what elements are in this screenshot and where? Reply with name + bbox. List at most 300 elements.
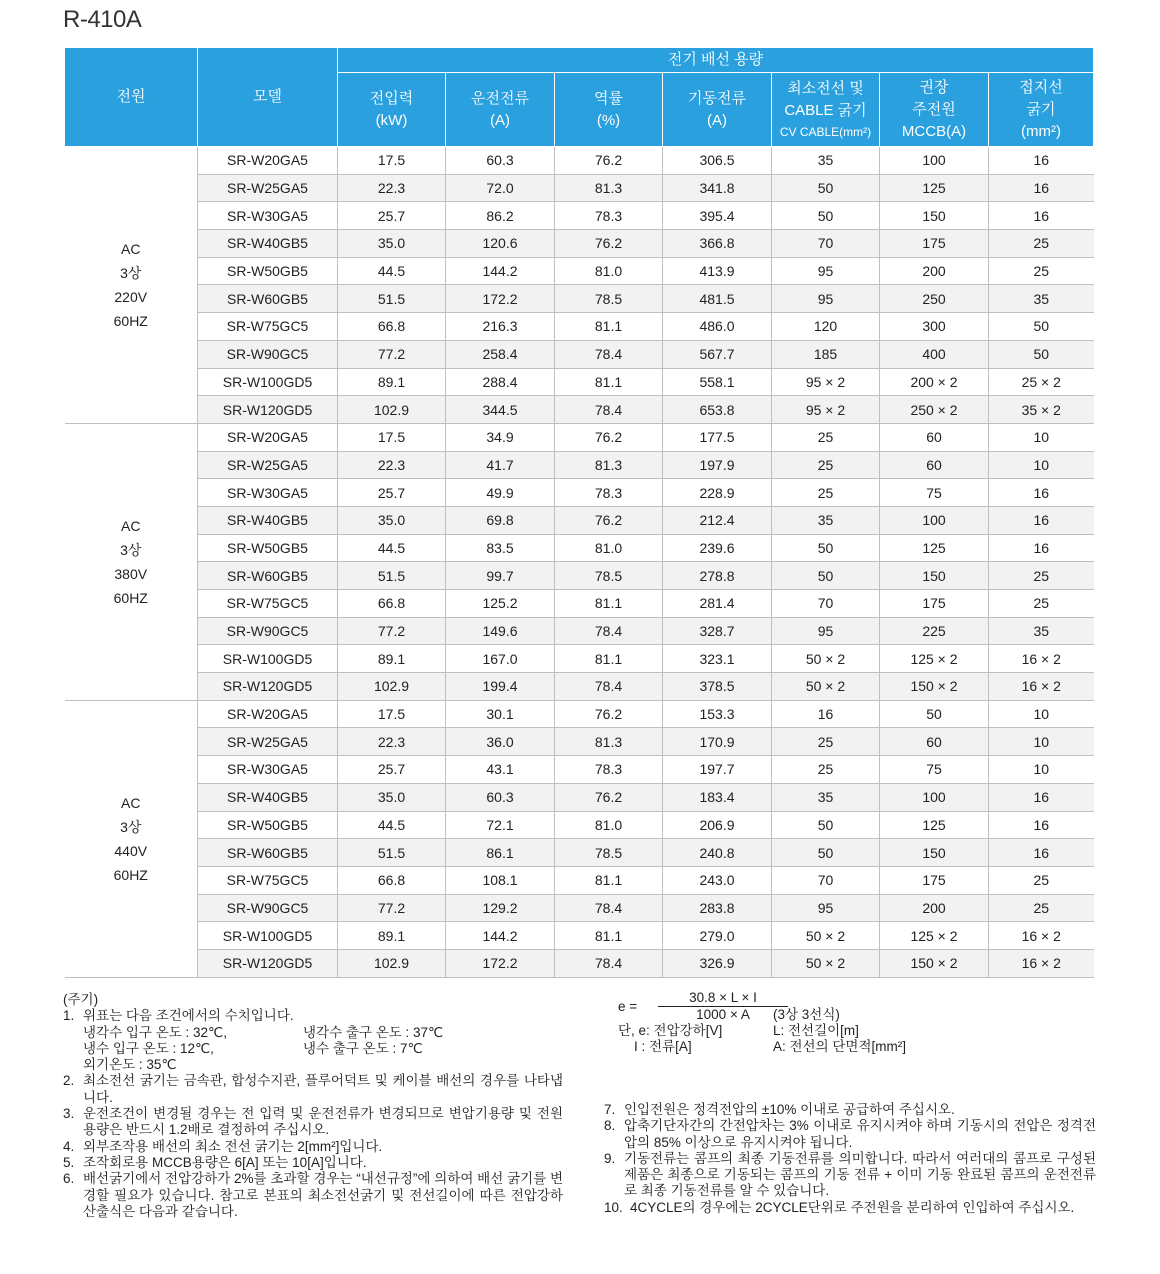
header-input: 전입력 (kW)	[338, 73, 446, 147]
value-cell: 72.0	[446, 174, 555, 202]
value-cell: 77.2	[338, 894, 446, 922]
value-cell: 150 × 2	[880, 949, 989, 977]
value-cell: 66.8	[338, 590, 446, 618]
model-cell: SR-W50GB5	[198, 811, 338, 839]
model-cell: SR-W100GD5	[198, 645, 338, 673]
note-4: 4. 외부조작용 배선의 최소 전선 굵기는 2[mm²]입니다.	[63, 1138, 383, 1154]
value-cell: 60.3	[446, 147, 555, 175]
value-cell: 17.5	[338, 700, 446, 728]
value-cell: 76.2	[555, 423, 663, 451]
model-cell: SR-W25GA5	[198, 728, 338, 756]
model-cell: SR-W50GB5	[198, 257, 338, 285]
value-cell: 16 × 2	[989, 922, 1094, 950]
table-row	[65, 202, 1094, 230]
value-cell: 50	[772, 174, 880, 202]
table-row	[65, 230, 1094, 258]
value-cell: 81.1	[555, 866, 663, 894]
table-row	[65, 922, 1094, 950]
value-cell: 81.1	[555, 368, 663, 396]
value-cell: 76.2	[555, 783, 663, 811]
header-power-factor: 역률 (%)	[555, 73, 663, 147]
value-cell: 144.2	[446, 257, 555, 285]
value-cell: 50	[772, 811, 880, 839]
value-cell: 366.8	[663, 230, 772, 258]
table-row	[65, 257, 1094, 285]
value-cell: 653.8	[663, 396, 772, 424]
value-cell: 16	[989, 783, 1094, 811]
value-cell: 125 × 2	[880, 645, 989, 673]
value-cell: 78.3	[555, 202, 663, 230]
value-cell: 413.9	[663, 257, 772, 285]
value-cell: 89.1	[338, 922, 446, 950]
value-cell: 150 × 2	[880, 673, 989, 701]
value-cell: 78.5	[555, 839, 663, 867]
value-cell: 206.9	[663, 811, 772, 839]
value-cell: 170.9	[663, 728, 772, 756]
value-cell: 81.0	[555, 257, 663, 285]
value-cell: 281.4	[663, 590, 772, 618]
value-cell: 81.1	[555, 922, 663, 950]
model-cell: SR-W100GD5	[198, 922, 338, 950]
value-cell: 81.3	[555, 174, 663, 202]
model-cell: SR-W120GD5	[198, 949, 338, 977]
table-row	[65, 949, 1094, 977]
model-cell: SR-W120GD5	[198, 396, 338, 424]
header-start-current: 기동전류 (A)	[663, 73, 772, 147]
value-cell: 95 × 2	[772, 396, 880, 424]
table-row	[65, 285, 1094, 313]
table-row	[65, 590, 1094, 618]
note-8: 8. 압축기단자간의 간전압차는 3% 이내로 유지시켜야 하며 기동시의 전압은 정격전압의 85% 이상으로 유지시켜야 됩니다.	[604, 1118, 1096, 1150]
value-cell: 16	[989, 839, 1094, 867]
value-cell: 300	[880, 313, 989, 341]
value-cell: 167.0	[446, 645, 555, 673]
value-cell: 17.5	[338, 147, 446, 175]
notes-left	[63, 992, 563, 1220]
value-cell: 16 × 2	[989, 645, 1094, 673]
table-body	[65, 147, 1094, 978]
value-cell: 16	[989, 147, 1094, 175]
value-cell: 278.8	[663, 562, 772, 590]
value-cell: 250	[880, 285, 989, 313]
value-cell: 150	[880, 839, 989, 867]
voltage-drop-formula: e = $\frac{30.8 \times L \times I}{1000 \times A}$ (3상 3선식) 단, e: 전압강하[V] L: 전선길이[m] I : 전류[A] A: 전선의 단면적[mm²]	[618, 990, 906, 1054]
value-cell: 25	[989, 562, 1094, 590]
model-cell: SR-W90GC5	[198, 340, 338, 368]
value-cell: 10	[989, 451, 1094, 479]
table-row	[65, 783, 1094, 811]
table-row	[65, 396, 1094, 424]
value-cell: 75	[880, 756, 989, 784]
value-cell: 51.5	[338, 285, 446, 313]
note-10: 10. 4CYCLE의 경우에는 2CYCLE단위로 주전원을 분리하여 인입하여 주십시오.	[604, 1199, 1075, 1215]
value-cell: 16	[772, 700, 880, 728]
note-3: 3. 운전조건이 변경될 경우는 전 입력 및 운전전류가 변경되므로 변압기용량 및 전원용량은 반드시 1.2배로 결정하여 주십시오.	[63, 1106, 563, 1138]
model-cell: SR-W20GA5	[198, 700, 338, 728]
value-cell: 78.5	[555, 562, 663, 590]
page-title: R-410A	[63, 6, 142, 33]
value-cell: 326.9	[663, 949, 772, 977]
value-cell: 50 × 2	[772, 922, 880, 950]
table-row	[65, 700, 1094, 728]
value-cell: 70	[772, 230, 880, 258]
header-cable: 최소전선 및 CABLE 굵기 CV CABLE(mm²)	[772, 73, 880, 147]
value-cell: 199.4	[446, 673, 555, 701]
value-cell: 77.2	[338, 340, 446, 368]
value-cell: 100	[880, 783, 989, 811]
value-cell: 78.4	[555, 396, 663, 424]
model-cell: SR-W120GD5	[198, 673, 338, 701]
value-cell: 60	[880, 423, 989, 451]
value-cell: 129.2	[446, 894, 555, 922]
value-cell: 481.5	[663, 285, 772, 313]
value-cell: 60	[880, 728, 989, 756]
value-cell: 25 × 2	[989, 368, 1094, 396]
value-cell: 30.1	[446, 700, 555, 728]
value-cell: 83.5	[446, 534, 555, 562]
table-row	[65, 423, 1094, 451]
value-cell: 22.3	[338, 728, 446, 756]
value-cell: 35.0	[338, 783, 446, 811]
value-cell: 50	[989, 313, 1094, 341]
notes-right	[604, 1102, 1096, 1216]
value-cell: 102.9	[338, 396, 446, 424]
value-cell: 35	[989, 285, 1094, 313]
value-cell: 250 × 2	[880, 396, 989, 424]
table-row	[65, 479, 1094, 507]
value-cell: 16	[989, 506, 1094, 534]
value-cell: 212.4	[663, 506, 772, 534]
value-cell: 102.9	[338, 949, 446, 977]
value-cell: 81.1	[555, 645, 663, 673]
note-1-condition-c: 외기온도 : 35℃	[83, 1057, 177, 1073]
table-row	[65, 811, 1094, 839]
value-cell: 76.2	[555, 506, 663, 534]
model-cell: SR-W40GB5	[198, 783, 338, 811]
value-cell: 16	[989, 202, 1094, 230]
value-cell: 10	[989, 423, 1094, 451]
value-cell: 75	[880, 479, 989, 507]
value-cell: 86.2	[446, 202, 555, 230]
value-cell: 125 × 2	[880, 922, 989, 950]
value-cell: 78.3	[555, 756, 663, 784]
value-cell: 225	[880, 617, 989, 645]
table-row	[65, 839, 1094, 867]
value-cell: 22.3	[338, 174, 446, 202]
value-cell: 144.2	[446, 922, 555, 950]
value-cell: 108.1	[446, 866, 555, 894]
value-cell: 50	[772, 534, 880, 562]
value-cell: 25	[989, 590, 1094, 618]
table-row	[65, 866, 1094, 894]
value-cell: 10	[989, 700, 1094, 728]
value-cell: 197.7	[663, 756, 772, 784]
value-cell: 50	[989, 340, 1094, 368]
value-cell: 22.3	[338, 451, 446, 479]
header-power: 전원	[65, 48, 198, 147]
value-cell: 25	[989, 230, 1094, 258]
value-cell: 177.5	[663, 423, 772, 451]
value-cell: 25	[772, 728, 880, 756]
value-cell: 239.6	[663, 534, 772, 562]
value-cell: 95 × 2	[772, 368, 880, 396]
value-cell: 34.9	[446, 423, 555, 451]
value-cell: 66.8	[338, 313, 446, 341]
value-cell: 25.7	[338, 479, 446, 507]
value-cell: 50 × 2	[772, 949, 880, 977]
wiring-capacity-table	[64, 47, 1094, 978]
value-cell: 25.7	[338, 202, 446, 230]
value-cell: 95	[772, 617, 880, 645]
value-cell: 306.5	[663, 147, 772, 175]
value-cell: 78.4	[555, 617, 663, 645]
value-cell: 35	[989, 617, 1094, 645]
value-cell: 240.8	[663, 839, 772, 867]
note-1-condition-a: 냉각수 입구 온도 : 32℃, 냉각수 출구 온도 : 37℃	[83, 1024, 444, 1040]
model-cell: SR-W25GA5	[198, 174, 338, 202]
value-cell: 81.0	[555, 811, 663, 839]
value-cell: 120.6	[446, 230, 555, 258]
value-cell: 172.2	[446, 949, 555, 977]
value-cell: 25	[772, 451, 880, 479]
value-cell: 149.6	[446, 617, 555, 645]
value-cell: 25	[989, 894, 1094, 922]
value-cell: 567.7	[663, 340, 772, 368]
value-cell: 16	[989, 479, 1094, 507]
value-cell: 175	[880, 590, 989, 618]
model-cell: SR-W60GB5	[198, 285, 338, 313]
value-cell: 78.4	[555, 894, 663, 922]
value-cell: 258.4	[446, 340, 555, 368]
note-1: 1. 위표는 다음 조건에서의 수치입니다.	[63, 1008, 294, 1024]
value-cell: 200	[880, 894, 989, 922]
value-cell: 70	[772, 590, 880, 618]
notes-heading: (주기)	[63, 992, 99, 1007]
value-cell: 400	[880, 340, 989, 368]
model-cell: SR-W100GD5	[198, 368, 338, 396]
note-1-condition-b: 냉수 입구 온도 : 12℃, 냉수 출구 온도 : 7℃	[83, 1040, 423, 1056]
value-cell: 344.5	[446, 396, 555, 424]
model-cell: SR-W75GC5	[198, 313, 338, 341]
table-row	[65, 534, 1094, 562]
value-cell: 81.3	[555, 451, 663, 479]
value-cell: 77.2	[338, 617, 446, 645]
value-cell: 486.0	[663, 313, 772, 341]
value-cell: 50	[772, 839, 880, 867]
value-cell: 49.9	[446, 479, 555, 507]
value-cell: 197.9	[663, 451, 772, 479]
table-row	[65, 894, 1094, 922]
value-cell: 99.7	[446, 562, 555, 590]
value-cell: 25	[989, 866, 1094, 894]
power-spec-cell: AC 3상 440V 60HZ	[65, 700, 198, 977]
value-cell: 51.5	[338, 839, 446, 867]
table-row	[65, 645, 1094, 673]
value-cell: 328.7	[663, 617, 772, 645]
value-cell: 283.8	[663, 894, 772, 922]
value-cell: 50	[880, 700, 989, 728]
model-cell: SR-W75GC5	[198, 590, 338, 618]
value-cell: 66.8	[338, 866, 446, 894]
value-cell: 25	[989, 257, 1094, 285]
note-5: 5. 조작회로용 MCCB용량은 6[A] 또는 10[A]입니다.	[63, 1154, 367, 1170]
value-cell: 78.5	[555, 285, 663, 313]
value-cell: 78.4	[555, 340, 663, 368]
header-mccb: 권장 주전원 MCCB(A)	[880, 73, 989, 147]
table-row	[65, 174, 1094, 202]
value-cell: 125.2	[446, 590, 555, 618]
model-cell: SR-W30GA5	[198, 479, 338, 507]
value-cell: 76.2	[555, 230, 663, 258]
value-cell: 153.3	[663, 700, 772, 728]
value-cell: 150	[880, 202, 989, 230]
value-cell: 44.5	[338, 811, 446, 839]
value-cell: 175	[880, 230, 989, 258]
value-cell: 341.8	[663, 174, 772, 202]
model-cell: SR-W60GB5	[198, 562, 338, 590]
model-cell: SR-W25GA5	[198, 451, 338, 479]
value-cell: 81.1	[555, 313, 663, 341]
value-cell: 50 × 2	[772, 645, 880, 673]
value-cell: 95	[772, 894, 880, 922]
value-cell: 69.8	[446, 506, 555, 534]
table-row	[65, 368, 1094, 396]
value-cell: 60.3	[446, 783, 555, 811]
note-6: 6. 배선굵기에서 전압강하가 2%를 초과할 경우는 “내선규정”에 의하여 배선 굵기를 변경할 필요가 있습니다. 참고로 본표의 최소전선굵기 및 전선길이에 따른 전압강하 산출식은 다음과 같습니다.	[63, 1171, 563, 1219]
value-cell: 50 × 2	[772, 673, 880, 701]
value-cell: 51.5	[338, 562, 446, 590]
value-cell: 100	[880, 506, 989, 534]
table-row	[65, 147, 1094, 175]
header-ground: 접지선 굵기 (mm²)	[989, 73, 1094, 147]
table-row	[65, 506, 1094, 534]
value-cell: 50	[772, 562, 880, 590]
value-cell: 200	[880, 257, 989, 285]
value-cell: 35	[772, 783, 880, 811]
value-cell: 43.1	[446, 756, 555, 784]
value-cell: 25.7	[338, 756, 446, 784]
value-cell: 395.4	[663, 202, 772, 230]
power-spec-cell: AC 3상 220V 60HZ	[65, 147, 198, 424]
value-cell: 175	[880, 866, 989, 894]
value-cell: 89.1	[338, 368, 446, 396]
value-cell: 102.9	[338, 673, 446, 701]
table-row	[65, 451, 1094, 479]
value-cell: 35	[772, 147, 880, 175]
model-cell: SR-W75GC5	[198, 866, 338, 894]
value-cell: 120	[772, 313, 880, 341]
note-9: 9. 기동전류는 콤프의 최종 기동전류를 의미합니다. 따라서 여러대의 콤프로 구성된 제품은 최종으로 기동되는 콤프의 기동 전류 + 이미 기동 완료된 콤프의 운전전류로 최종 기동전류를 알 수 있습니다.	[604, 1150, 1096, 1199]
value-cell: 70	[772, 866, 880, 894]
value-cell: 279.0	[663, 922, 772, 950]
value-cell: 35.0	[338, 230, 446, 258]
model-cell: SR-W60GB5	[198, 839, 338, 867]
value-cell: 95	[772, 285, 880, 313]
value-cell: 35 × 2	[989, 396, 1094, 424]
value-cell: 125	[880, 811, 989, 839]
value-cell: 10	[989, 756, 1094, 784]
table-row	[65, 313, 1094, 341]
value-cell: 72.1	[446, 811, 555, 839]
value-cell: 125	[880, 174, 989, 202]
model-cell: SR-W30GA5	[198, 202, 338, 230]
model-cell: SR-W20GA5	[198, 147, 338, 175]
value-cell: 25	[772, 423, 880, 451]
model-cell: SR-W90GC5	[198, 894, 338, 922]
value-cell: 125	[880, 534, 989, 562]
value-cell: 78.3	[555, 479, 663, 507]
value-cell: 44.5	[338, 534, 446, 562]
value-cell: 558.1	[663, 368, 772, 396]
value-cell: 100	[880, 147, 989, 175]
value-cell: 60	[880, 451, 989, 479]
value-cell: 25	[772, 756, 880, 784]
power-spec-cell: AC 3상 380V 60HZ	[65, 423, 198, 700]
table-row	[65, 617, 1094, 645]
value-cell: 81.1	[555, 590, 663, 618]
value-cell: 25	[772, 479, 880, 507]
value-cell: 378.5	[663, 673, 772, 701]
value-cell: 243.0	[663, 866, 772, 894]
header-group: 전기 배선 용량	[338, 48, 1094, 73]
table-row	[65, 340, 1094, 368]
table-row	[65, 673, 1094, 701]
value-cell: 16 × 2	[989, 949, 1094, 977]
value-cell: 76.2	[555, 147, 663, 175]
value-cell: 78.4	[555, 673, 663, 701]
value-cell: 16	[989, 174, 1094, 202]
value-cell: 172.2	[446, 285, 555, 313]
value-cell: 16	[989, 811, 1094, 839]
value-cell: 44.5	[338, 257, 446, 285]
value-cell: 288.4	[446, 368, 555, 396]
model-cell: SR-W30GA5	[198, 756, 338, 784]
value-cell: 81.3	[555, 728, 663, 756]
value-cell: 17.5	[338, 423, 446, 451]
value-cell: 36.0	[446, 728, 555, 756]
model-cell: SR-W40GB5	[198, 506, 338, 534]
table-row	[65, 728, 1094, 756]
value-cell: 200 × 2	[880, 368, 989, 396]
value-cell: 89.1	[338, 645, 446, 673]
table-row	[65, 562, 1094, 590]
value-cell: 216.3	[446, 313, 555, 341]
value-cell: 16	[989, 534, 1094, 562]
value-cell: 41.7	[446, 451, 555, 479]
value-cell: 35.0	[338, 506, 446, 534]
value-cell: 86.1	[446, 839, 555, 867]
value-cell: 228.9	[663, 479, 772, 507]
model-cell: SR-W50GB5	[198, 534, 338, 562]
value-cell: 35	[772, 506, 880, 534]
value-cell: 323.1	[663, 645, 772, 673]
value-cell: 78.4	[555, 949, 663, 977]
value-cell: 95	[772, 257, 880, 285]
model-cell: SR-W40GB5	[198, 230, 338, 258]
value-cell: 10	[989, 728, 1094, 756]
value-cell: 81.0	[555, 534, 663, 562]
value-cell: 185	[772, 340, 880, 368]
value-cell: 183.4	[663, 783, 772, 811]
value-cell: 150	[880, 562, 989, 590]
note-2: 2. 최소전선 굵기는 금속관, 합성수지관, 플루어덕트 및 케이블 배선의 경우를 나타냅니다.	[63, 1073, 563, 1105]
note-7: 7. 인입전원은 정격전압의 ±10% 이내로 공급하여 주십시오.	[604, 1102, 955, 1117]
model-cell: SR-W90GC5	[198, 617, 338, 645]
table-row	[65, 756, 1094, 784]
header-run-current: 운전전류 (A)	[446, 73, 555, 147]
value-cell: 50	[772, 202, 880, 230]
header-model: 모델	[198, 48, 338, 147]
